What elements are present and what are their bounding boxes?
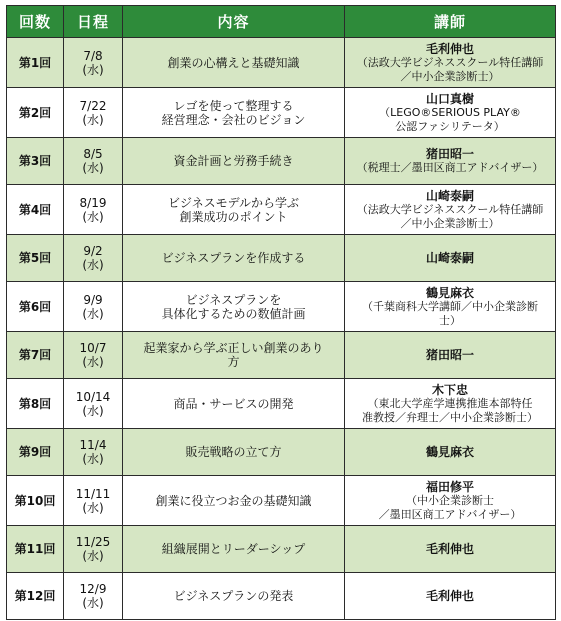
- session-number: 第11回: [7, 526, 64, 573]
- header-date: 日程: [64, 6, 123, 38]
- teacher-name: 山崎泰嗣: [425, 188, 474, 203]
- session-date: [64, 282, 123, 332]
- table-row: [7, 332, 556, 379]
- session-number: 第12回: [7, 573, 64, 620]
- date-line: (水): [82, 112, 104, 127]
- teacher-affiliation: （東北大学産学連携推進本部特任: [367, 396, 533, 410]
- session-date: [64, 429, 123, 476]
- teacher-name: 猪田昭一: [425, 147, 474, 161]
- date-line: (水): [82, 209, 104, 224]
- session-teacher: [345, 429, 556, 476]
- session-content: [123, 526, 345, 573]
- teacher-name: 鶴見麻衣: [425, 285, 474, 300]
- content-line: 具体化するための数値計画: [161, 306, 306, 321]
- date-line: (水): [82, 258, 104, 272]
- session-number: 第5回: [7, 235, 64, 282]
- session-content: [123, 138, 345, 185]
- teacher-affiliation: （千葉商科大学講師／中小企業診断: [362, 299, 538, 313]
- teacher-name: 猪田昭一: [425, 348, 474, 362]
- session-date: [64, 88, 123, 138]
- date-line: 10/14: [75, 389, 111, 404]
- session-content: [123, 332, 345, 379]
- session-date: [64, 476, 123, 526]
- session-teacher: [345, 235, 556, 282]
- teacher-name: 毛利伸也: [425, 589, 474, 603]
- content-line: 販売戦略の立て方: [185, 445, 282, 459]
- teacher-name: 鶴見麻衣: [425, 445, 474, 459]
- schedule-table: [6, 5, 556, 620]
- teacher-affiliation: 准教授／弁理士／中小企業診断士）: [362, 410, 538, 424]
- date-line: (水): [82, 452, 104, 466]
- table-header-row: [7, 6, 556, 38]
- session-date: [64, 185, 123, 235]
- teacher-affiliation: ／中小企業診断士）: [400, 69, 500, 83]
- session-teacher: [345, 526, 556, 573]
- content-line: 経営理念・会社のビジョン: [161, 112, 306, 127]
- session-number: 第3回: [7, 138, 64, 185]
- teacher-affiliation: （税理士／墨田区商工アドバイザー）: [356, 161, 544, 174]
- table-body: [7, 38, 556, 620]
- date-line: 8/5: [83, 147, 103, 161]
- session-teacher: [345, 476, 556, 526]
- session-number: 第9回: [7, 429, 64, 476]
- content-line: ビジネスプランを作成する: [161, 251, 306, 265]
- header-session: 回数: [7, 6, 64, 38]
- date-line: 11/11: [75, 486, 111, 501]
- session-number: 第6回: [7, 282, 64, 332]
- content-line: ビジネスプランを: [185, 292, 282, 307]
- table-row: [7, 476, 556, 526]
- table-row: [7, 526, 556, 573]
- date-line: 10/7: [79, 341, 107, 355]
- session-date: [64, 573, 123, 620]
- teacher-affiliation: 公認ファシリテータ）: [395, 119, 505, 133]
- header-teacher: 講師: [345, 6, 556, 38]
- date-line: (水): [82, 403, 104, 418]
- content-line: 創業成功のポイント: [179, 209, 288, 224]
- session-teacher: [345, 38, 556, 88]
- session-date: [64, 379, 123, 429]
- content-line: 創業の心構えと基礎知識: [167, 55, 300, 70]
- session-teacher: [345, 185, 556, 235]
- content-line: 方: [227, 355, 240, 369]
- session-content: [123, 429, 345, 476]
- content-line: 商品・サービスの開発: [173, 396, 294, 411]
- content-line: ビジネスモデルから学ぶ: [167, 195, 300, 210]
- session-number: 第4回: [7, 185, 64, 235]
- date-line: 7/8: [83, 48, 103, 63]
- date-line: (水): [82, 62, 104, 77]
- session-date: [64, 138, 123, 185]
- date-line: (水): [82, 355, 104, 369]
- date-line: 9/9: [83, 292, 103, 307]
- teacher-affiliation: 士）: [439, 313, 461, 327]
- session-teacher: [345, 332, 556, 379]
- date-line: 9/2: [83, 244, 103, 258]
- date-line: (水): [82, 549, 104, 563]
- session-teacher: [345, 379, 556, 429]
- session-content: [123, 379, 345, 429]
- session-content: [123, 185, 345, 235]
- content-line: 起業家から学ぶ正しい創業のあり: [143, 341, 324, 355]
- teacher-name: 毛利伸也: [425, 41, 474, 56]
- date-line: (水): [82, 306, 104, 321]
- header-content: 内容: [123, 6, 345, 38]
- teacher-name: 毛利伸也: [425, 542, 474, 556]
- schedule-table-container: [6, 5, 555, 620]
- content-line: 資金計画と労務手続き: [173, 154, 294, 168]
- date-line: 12/9: [79, 582, 107, 596]
- table-row: [7, 282, 556, 332]
- session-date: [64, 235, 123, 282]
- session-number: 第1回: [7, 38, 64, 88]
- table-row: [7, 138, 556, 185]
- date-line: 7/22: [79, 98, 107, 113]
- teacher-affiliation: ／中小企業診断士）: [400, 216, 500, 230]
- table-row: [7, 88, 556, 138]
- session-content: [123, 476, 345, 526]
- table-row: [7, 38, 556, 88]
- session-date: [64, 332, 123, 379]
- content-line: ビジネスプランの発表: [173, 589, 294, 603]
- session-date: [64, 526, 123, 573]
- session-teacher: [345, 138, 556, 185]
- teacher-name: 福田修平: [425, 479, 474, 494]
- content-line: 創業に役立つお金の基礎知識: [155, 493, 312, 508]
- date-line: 11/25: [75, 535, 111, 549]
- session-number: 第7回: [7, 332, 64, 379]
- date-line: (水): [82, 500, 104, 515]
- teacher-affiliation: （LEGO®SERIOUS PLAY®: [379, 105, 521, 119]
- table-row: [7, 429, 556, 476]
- teacher-affiliation: ／墨田区商工アドバイザー）: [378, 507, 522, 521]
- session-teacher: [345, 282, 556, 332]
- teacher-affiliation: （法政大学ビジネススクール特任講師: [356, 202, 544, 216]
- table-row: [7, 379, 556, 429]
- session-content: [123, 282, 345, 332]
- session-number: 第10回: [7, 476, 64, 526]
- content-line: レゴを使って整理する: [173, 98, 294, 113]
- session-date: [64, 38, 123, 88]
- table-row: [7, 185, 556, 235]
- session-content: [123, 573, 345, 620]
- teacher-name: 山崎泰嗣: [425, 251, 474, 265]
- content-line: 組織展開とリーダーシップ: [161, 542, 306, 556]
- date-line: 8/19: [79, 195, 107, 210]
- session-teacher: [345, 573, 556, 620]
- date-line: 11/4: [79, 438, 107, 452]
- session-content: [123, 88, 345, 138]
- teacher-affiliation: （法政大学ビジネススクール特任講師: [356, 55, 544, 69]
- date-line: (水): [82, 596, 104, 610]
- session-content: [123, 38, 345, 88]
- teacher-name: 木下忠: [431, 382, 468, 397]
- teacher-name: 山口真樹: [425, 91, 474, 106]
- teacher-affiliation: （中小企業診断士: [406, 493, 494, 507]
- table-row: [7, 235, 556, 282]
- session-content: [123, 235, 345, 282]
- session-number: 第8回: [7, 379, 64, 429]
- table-row: [7, 573, 556, 620]
- date-line: (水): [82, 161, 104, 175]
- session-teacher: [345, 88, 556, 138]
- session-number: 第2回: [7, 88, 64, 138]
